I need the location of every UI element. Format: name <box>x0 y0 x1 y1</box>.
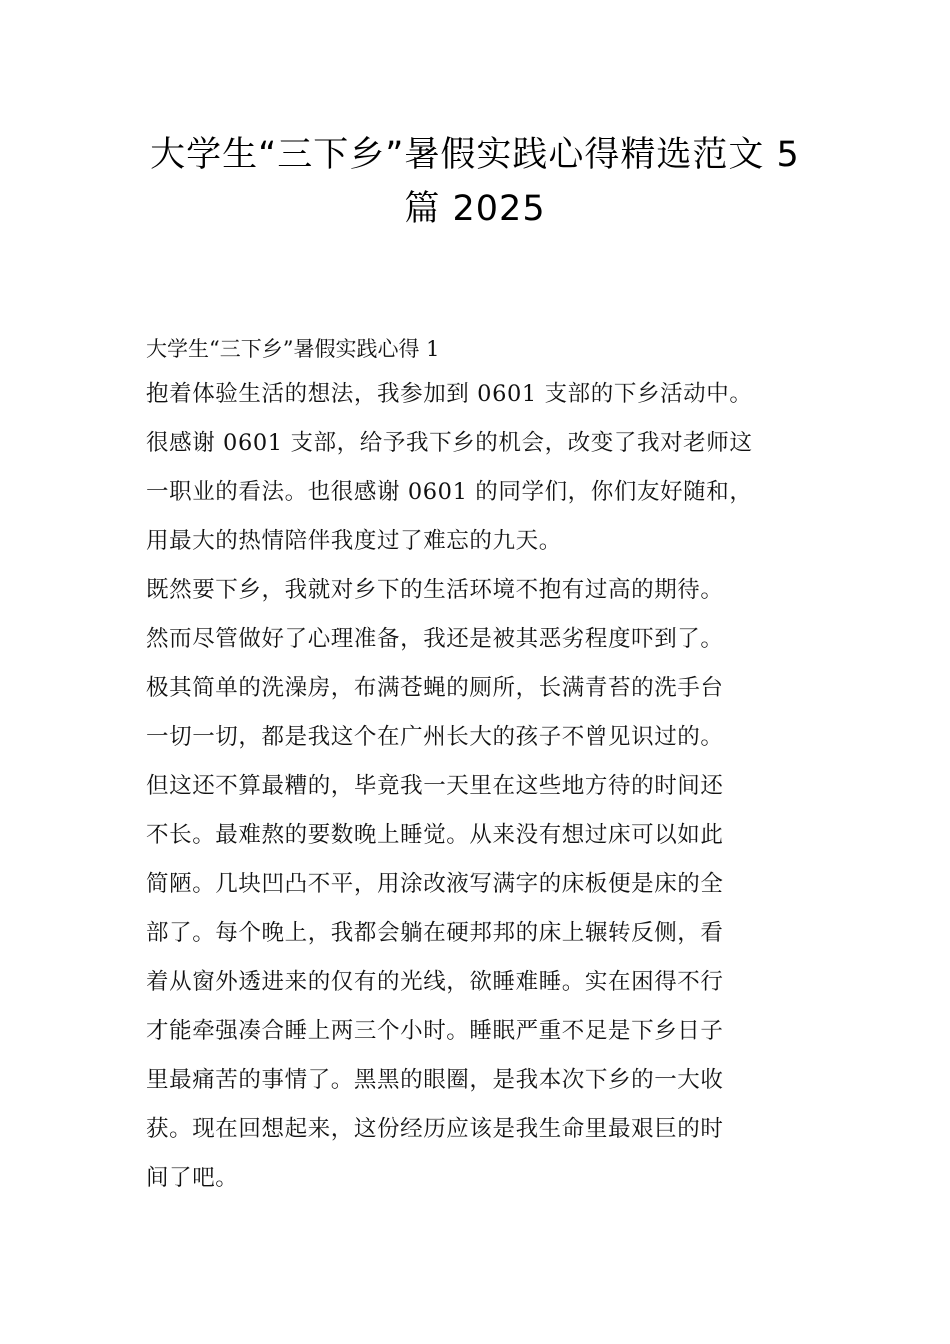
paragraph-line: 获。现在回想起来，这份经历应该是我生命里最艰巨的时 <box>146 1116 724 1142</box>
paragraph-line: 用最大的热情陪伴我度过了难忘的九天。 <box>146 528 562 554</box>
document-title <box>120 128 830 236</box>
paragraph-line: 间了吧。 <box>146 1165 239 1191</box>
paragraph-line: 着从窗外透进来的仅有的光线，欲睡难睡。实在困得不行 <box>146 969 724 995</box>
paragraph-1 <box>146 370 816 566</box>
paragraph-line: 很感谢 0601 支部，给予我下乡的机会，改变了我对老师这 <box>146 430 753 456</box>
paragraph-line: 一职业的看法。也很感谢 0601 的同学们，你们友好随和， <box>146 479 753 505</box>
section-heading: 大学生“三下乡”暑假实践心得 1 <box>146 337 440 361</box>
title-line: 大学生“三下乡”暑假实践心得精选范文 5 <box>150 135 800 175</box>
paragraph-line: 里最痛苦的事情了。黑黑的眼圈，是我本次下乡的一大收 <box>146 1067 724 1093</box>
paragraph-line: 抱着体验生活的想法，我参加到 0601 支部的下乡活动中。 <box>146 381 753 407</box>
paragraph-line: 简陋。几块凹凸不平，用涂改液写满字的床板便是床的全 <box>146 871 724 897</box>
title-line: 篇 2025 <box>404 189 546 229</box>
document-body <box>146 328 816 1203</box>
paragraph-line: 极其简单的洗澡房，布满苍蝇的厕所，长满青苔的洗手台 <box>146 675 724 701</box>
paragraph-line: 但这还不算最糟的，毕竟我一天里在这些地方待的时间还 <box>146 773 724 799</box>
paragraph-line: 然而尽管做好了心理准备，我还是被其恶劣程度吓到了。 <box>146 626 724 652</box>
paragraph-line: 部了。每个晚上，我都会躺在硬邦邦的床上辗转反侧，看 <box>146 920 724 946</box>
paragraph-line: 一切一切，都是我这个在广州长大的孩子不曾见识过的。 <box>146 724 724 750</box>
paragraph-2 <box>146 566 816 1203</box>
paragraph-line: 既然要下乡，我就对乡下的生活环境不抱有过高的期待。 <box>146 577 724 603</box>
paragraph-line: 不长。最难熬的要数晚上睡觉。从来没有想过床可以如此 <box>146 822 724 848</box>
paragraph-line: 才能牵强凑合睡上两三个小时。睡眠严重不足是下乡日子 <box>146 1018 724 1044</box>
